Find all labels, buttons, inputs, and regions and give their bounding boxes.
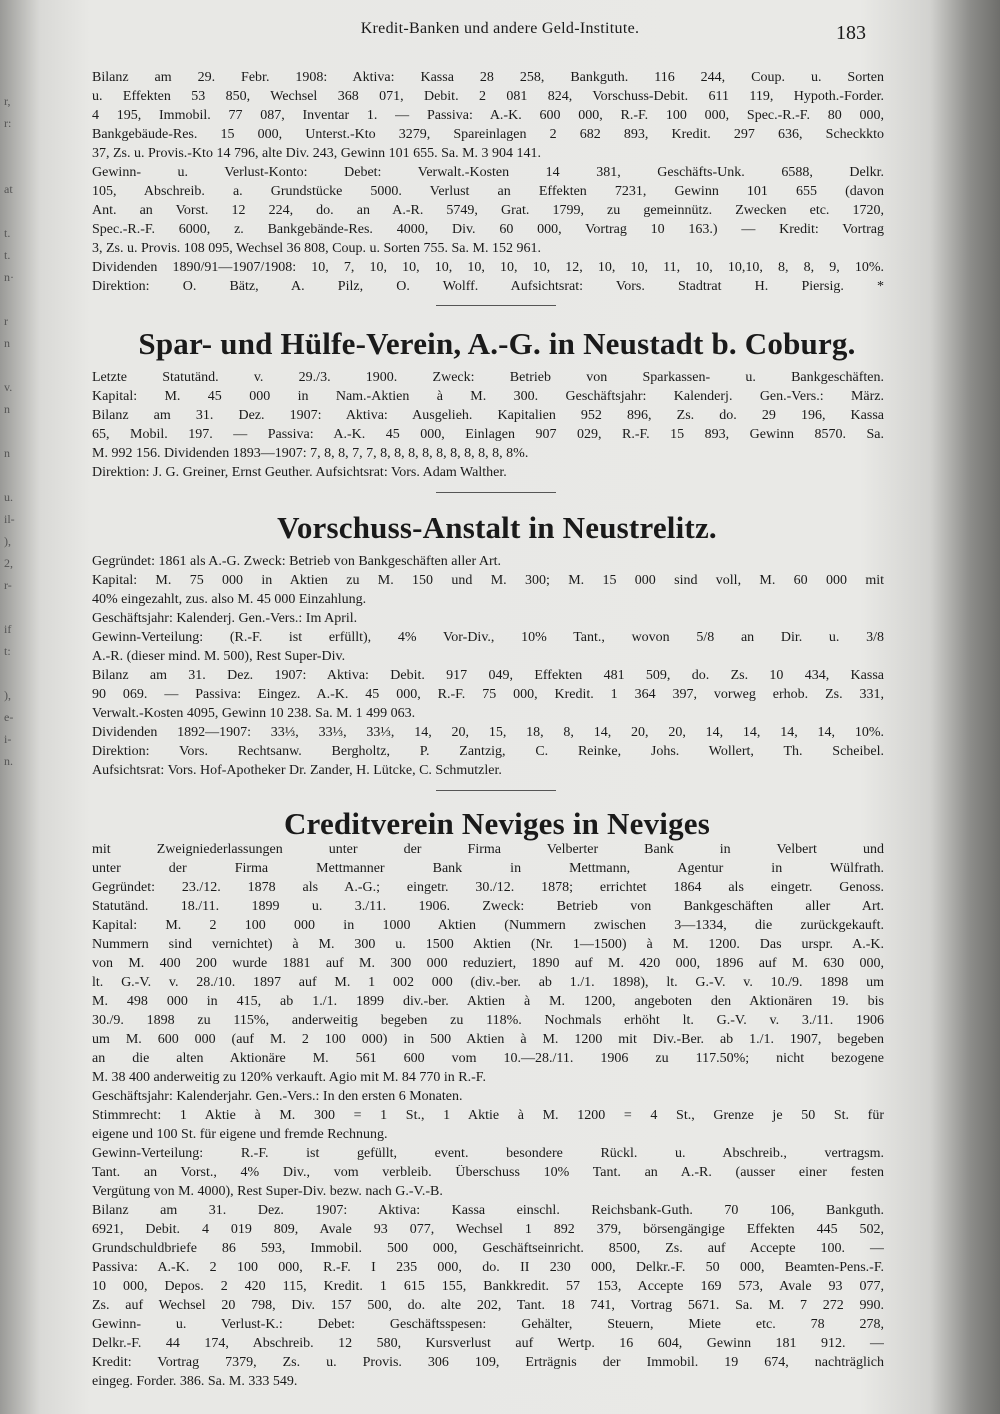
text-line: Zs. auf Wechsel 20 798, Div. 157 500, do. alte 202, Tant. 18 741, Vortrag 5671. Sa. M. 7 272 990. [92, 1298, 884, 1313]
text-line: A.-R. (dieser mind. M. 500), Rest Super-Div. [92, 649, 346, 664]
text-line: Spec.-R.-F. 6000, z. Bankgebände-Res. 4000, Div. 60 000, Vortrag 10 163.) — Kredit: Vortrag [92, 222, 884, 237]
text-line: Ant. an Vorst. 12 224, do. an A.-R. 5749, Grat. 1799, zu gemeinnütz. Zwecken etc. 1720, [92, 203, 884, 218]
text-line: Kredit: Vortrag 7379, Zs. u. Provis. 306 109, Erträgnis der Immobil. 19 674, nachträglich [92, 1355, 884, 1370]
text-line: Gewinn- u. Verlust-K.: Debet: Geschäftsspesen: Gehälter, Steuern, Miete etc. 78 278, [92, 1317, 884, 1332]
text-line: Nummern sind vernichtet) à M. 300 u. 1500 Aktien (Nr. 1—1500) à M. 1200. Das urspr. A.-K. [92, 937, 884, 952]
text-line: Direktion: O. Bätz, A. Pilz, O. Wolff. Aufsichtsrat: Vors. Stadtrat H. Piersig. * [92, 279, 884, 294]
text-line: 3, Zs. u. Provis. 108 095, Wechsel 36 808, Coup. u. Sorten 755. Sa. M. 152 961. [92, 241, 541, 256]
text-line: M. 498 000 in 415, ab 1./1. 1899 div.-ber. Aktien à M. 1200, angeboten den Aktionären 19. bis [92, 994, 884, 1009]
text-line: Dividenden 1892—1907: 33⅓, 33⅓, 33⅓, 14, 20, 15, 18, 8, 14, 20, 20, 14, 14, 14, 14, 10%. [92, 725, 884, 740]
text-line: Gewinn-Verteilung: R.-F. ist gefüllt, event. besondere Rückl. u. Abschreib., vertragsm. [92, 1146, 884, 1161]
margin-bleed-text: r, r: at t. t. n· r n v. n n u. il- ), 2, r- if t: ), e- i- n. [4, 94, 15, 768]
text-line: 65, Mobil. 197. — Passiva: A.-K. 45 000, Einlagen 907 029, R.-F. 15 893, Gewinn 8570. Sa. [92, 427, 884, 442]
text-line: Geschäftsjahr: Kalenderjahr. Gen.-Vers.: In den ersten 6 Monaten. [92, 1089, 463, 1104]
text-line: Passiva: A.-K. 2 100 000, R.-F. I 235 000, do. II 230 000, Delkr.-F. 50 000, Beamten-Pens.-F. [92, 1260, 884, 1275]
section-divider [436, 492, 556, 493]
text-line: M. 38 400 anderweitig zu 120% verkauft. Agio mit M. 84 770 in R.-F. [92, 1070, 486, 1085]
text-line: Aufsichtsrat: Vors. Hof-Apotheker Dr. Zander, H. Lütcke, C. Schmutzler. [92, 763, 502, 778]
section-title: Creditverein Neviges in Neviges [283, 806, 711, 841]
text-line: unter der Firma Mettmanner Bank in Mettmann, Agentur in Wülfrath. [92, 861, 884, 876]
text-line: 6921, Debit. 4 019 809, Avale 93 077, Wechsel 1 892 379, börsengängige Effekten 445 502, [92, 1222, 884, 1237]
text-line: von M. 400 200 wurde 1881 auf M. 300 000 reduziert, 1890 auf M. 420 000, 1896 auf M. 630 000, [92, 956, 884, 971]
text-line: Kapital: M. 2 100 000 in 1000 Aktien (Nummern zwischen 3—1334, die zurückgekauft. [92, 918, 884, 933]
text-line: Gegründet: 1861 als A.-G. Zweck: Betrieb von Bankgeschäften aller Art. [92, 554, 501, 569]
text-line: lt. G.-V. v. 28./10. 1897 auf M. 1 002 000 (div.-ber. ab 1./1. 1898), lt. G.-V. v. 10./9. 1898 um [92, 975, 884, 990]
section-divider [436, 305, 556, 306]
text-line: Grundschuldbriefe 86 593, Immobil. 500 000, Geschäftseinricht. 8500, Zs. auf Accepte 100. — [92, 1241, 884, 1256]
text-line: 10 000, Depos. 2 420 115, Kredit. 1 615 155, Bankkredit. 57 153, Accepte 169 573, Avale 93 077, [92, 1279, 884, 1294]
text-line: Gewinn-Verteilung: (R.-F. ist erfüllt), 4% Vor-Div., 10% Tant., wovon 5/8 an Dir. u. 3/8 [92, 630, 884, 645]
text-line: Direktion: J. G. Greiner, Ernst Geuther. Aufsichtsrat: Vors. Adam Walther. [92, 465, 507, 480]
text-line: um M. 600 000 (auf M. 2 100 000) in 500 Aktien à M. 1200 mit Div.-Ber. ab 1./1. 1907, begeben [92, 1032, 884, 1047]
text-line: Bilanz am 31. Dez. 1907: Aktiva: Debit. 917 049, Effekten 481 509, do. Zs. 10 434, Kassa [92, 668, 884, 683]
text-line: eingeg. Forder. 386. Sa. M. 333 549. [92, 1374, 298, 1389]
page-number: 183 [836, 22, 866, 44]
text-line: Gegründet: 23./12. 1878 als A.-G.; eingetr. 30./12. 1878; errichtet 1864 als eingetr. Genoss. [92, 880, 884, 895]
section-title: Spar- und Hülfe-Verein, A.-G. in Neustadt b. Coburg. [138, 326, 856, 361]
text-line: Bilanz am 31. Dez. 1907: Aktiva: Ausgelieh. Kapitalien 952 896, Zs. do. 29 196, Kassa [92, 408, 884, 423]
text-line: 40% eingezahlt, zus. also M. 45 000 Einzahlung. [92, 592, 367, 607]
text-line: Gewinn- u. Verlust-Konto: Debet: Verwalt.-Kosten 14 381, Geschäfts-Unk. 6588, Delkr. [92, 165, 884, 180]
text-line: Stimmrecht: 1 Aktie à M. 300 = 1 St., 1 Aktie à M. 1200 = 4 St., Grenze je 50 St. für [92, 1108, 884, 1123]
section-title: Vorschuss-Anstalt in Neustrelitz. [277, 510, 717, 545]
text-line: 90 069. — Passiva: Eingez. A.-K. 45 000, R.-F. 75 000, Kredit. 1 364 397, vorweg erhob. Zs. 331, [92, 687, 884, 702]
text-line: Statutänd. 18./11. 1899 u. 3./11. 1906. Zweck: Betrieb von Bankgeschäften aller Art. [92, 899, 884, 914]
text-line: Tant. an Vorst., 4% Div., vom verbleib. Überschuss 10% Tant. an A.-R. (ausser einer festen [92, 1165, 884, 1180]
text-line: Kapital: M. 75 000 in Aktien zu M. 150 und M. 300; M. 15 000 sind voll, M. 60 000 mit [92, 573, 884, 588]
text-line: Verwalt.-Kosten 4095, Gewinn 10 238. Sa. M. 1 499 063. [92, 706, 416, 721]
text-line: Bilanz am 29. Febr. 1908: Aktiva: Kassa 28 258, Bankguth. 116 244, Coup. u. Sorten [92, 70, 884, 85]
text-line: u. Effekten 53 850, Wechsel 368 071, Debit. 2 081 824, Vorschuss-Debit. 611 119, Hypoth.-Forder. [92, 89, 884, 104]
running-head: Kredit-Banken und andere Geld-Institute. [360, 20, 640, 37]
text-line: Kapital: M. 45 000 in Nam.-Aktien à M. 300. Geschäftsjahr: Kalenderj. Gen.-Vers.: März. [92, 389, 884, 404]
text-line: 30./9. 1898 zu 115%, anderweitig begeben zu 118%. Nochmals erhöht lt. G.-V. v. 3./11. 1906 [92, 1013, 884, 1028]
text-line: Letzte Statutänd. v. 29./3. 1900. Zweck: Betrieb von Sparkassen- u. Bankgeschäften. [92, 370, 884, 385]
text-line: Delkr.-F. 44 174, Abschreib. 12 580, Kursverlust auf Wertp. 16 604, Gewinn 181 912. — [92, 1336, 884, 1351]
text-line: eigene und 100 St. für eigene und fremde Rechnung. [92, 1127, 388, 1142]
text-line: Bankgebäude-Res. 15 000, Unterst.-Kto 3279, Spareinlagen 2 682 893, Kredit. 297 636, Scheckkto [92, 127, 884, 142]
text-line: M. 992 156. Dividenden 1893—1907: 7, 8, 8, 7, 7, 8, 8, 8, 8, 8, 8, 8, 8, 8, 8%. [92, 446, 529, 461]
text-line: 105, Abschreib. a. Grundstücke 5000. Verlust an Effekten 7231, Gewinn 101 655 (davon [92, 184, 884, 199]
text-line: Direktion: Vors. Rechtsanw. Bergholtz, P. Zantzig, C. Reinke, Johs. Wollert, Th. Scheibel. [92, 744, 884, 759]
text-line: Dividenden 1890/91—1907/1908: 10, 7, 10, 10, 10, 10, 10, 10, 12, 10, 10, 11, 10, 10,10, 8, 8, 9, 10%. [92, 260, 884, 275]
text-line: Geschäftsjahr: Kalenderj. Gen.-Vers.: Im April. [92, 611, 358, 626]
text-line: an die alten Aktionäre M. 561 600 vom 10.—28./11. 1906 zu 117.50%; nicht bezogene [92, 1051, 884, 1066]
text-line: 37, Zs. u. Provis.-Kto 14 796, alte Div. 243, Gewinn 101 655. Sa. M. 3 904 141. [92, 146, 542, 161]
text-line: Vergütung von M. 4000), Rest Super-Div. bezw. nach G.-V.-B. [92, 1184, 443, 1199]
text-line: 4 195, Immobil. 77 087, Inventar 1. — Passiva: A.-K. 600 000, R.-F. 100 000, Spec.-R.-F. 80 000, [92, 108, 884, 123]
text-line: mit Zweigniederlassungen unter der Firma Velberter Bank in Velbert und [92, 842, 884, 857]
section-divider [436, 790, 556, 791]
text-line: Bilanz am 31. Dez. 1907: Aktiva: Kassa einschl. Reichsbank-Guth. 70 106, Bankguth. [92, 1203, 884, 1218]
